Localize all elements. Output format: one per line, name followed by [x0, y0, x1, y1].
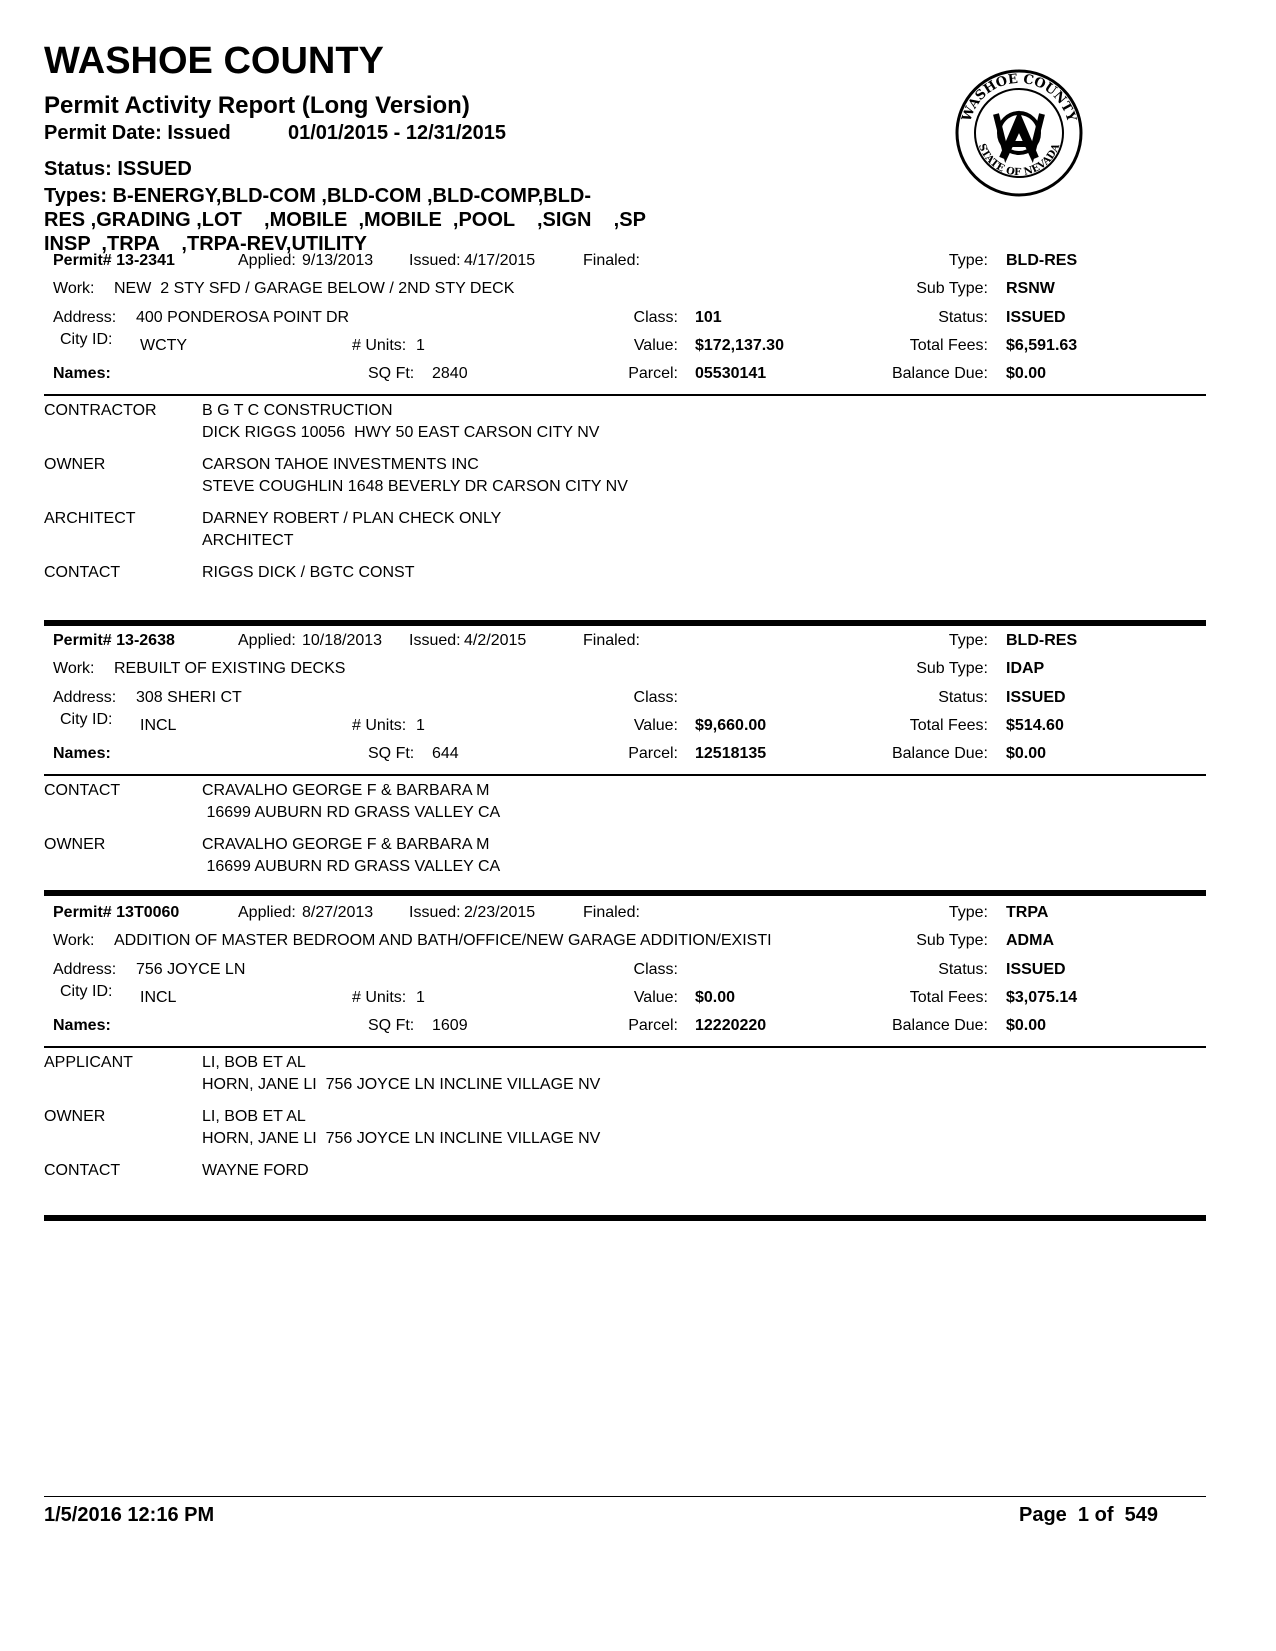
- county-seal-logo: [935, 48, 1085, 183]
- status-label: Status:: [938, 309, 988, 326]
- parcel-value: 12518135: [695, 745, 767, 762]
- party-address: HORN, JANE LI 756 JOYCE LN INCLINE VILLAGE NV: [202, 1130, 601, 1147]
- address-value: 756 JOYCE LN: [136, 961, 246, 978]
- finaled-label: Finaled:: [583, 632, 640, 649]
- city-id-label: City ID:: [60, 331, 113, 348]
- work-description: ADDITION OF MASTER BEDROOM AND BATH/OFFICE/NEW GARAGE ADDITION/EXISTI: [114, 932, 772, 949]
- value-amount: $9,660.00: [695, 717, 767, 734]
- report-title: WASHOE COUNTY: [44, 40, 384, 82]
- permit-number: Permit# 13-2638: [53, 632, 175, 649]
- type-value: TRPA: [1006, 904, 1049, 921]
- permit-separator: [44, 1215, 1206, 1221]
- status-filter: Status: ISSUED: [44, 158, 192, 180]
- issued-label: Issued:: [409, 904, 461, 921]
- sqft-label: SQ Ft:: [368, 365, 415, 382]
- balance-due-value: $0.00: [1006, 745, 1047, 762]
- address-label: Address:: [53, 961, 117, 978]
- party-address: HORN, JANE LI 756 JOYCE LN INCLINE VILLAGE NV: [202, 1076, 601, 1093]
- sqft-label: SQ Ft:: [368, 1017, 415, 1034]
- value-amount: $0.00: [695, 989, 736, 1006]
- permit-header-divider: [44, 1046, 1206, 1048]
- party-role: OWNER: [44, 1108, 106, 1125]
- city-id-value: INCL: [140, 717, 177, 734]
- party-name: B G T C CONSTRUCTION: [202, 402, 393, 419]
- names-label: Names:: [53, 745, 111, 762]
- address-value: 308 SHERI CT: [136, 689, 242, 706]
- units-label: # Units:: [352, 989, 407, 1006]
- party-address: STEVE COUGHLIN 1648 BEVERLY DR CARSON CITY NV: [202, 478, 628, 495]
- party-name: CARSON TAHOE INVESTMENTS INC: [202, 456, 479, 473]
- permit-date-label: Permit Date: Issued: [44, 122, 231, 144]
- balance-due-label: Balance Due:: [891, 365, 988, 382]
- status-label: Status:: [938, 689, 988, 706]
- parcel-label: Parcel:: [628, 1017, 678, 1034]
- party-role: CONTACT: [44, 564, 121, 581]
- party-role: CONTACT: [44, 782, 121, 799]
- total-fees-value: $6,591.63: [1006, 337, 1078, 354]
- value-label: Value:: [633, 989, 678, 1006]
- balance-due-label: Balance Due:: [891, 745, 988, 762]
- status-value: ISSUED: [1006, 309, 1066, 326]
- parcel-value: 05530141: [695, 365, 767, 382]
- balance-due-label: Balance Due:: [891, 1017, 988, 1034]
- issued-date: 4/17/2015: [464, 252, 536, 269]
- sqft-label: SQ Ft:: [368, 745, 415, 762]
- party-address: DICK RIGGS 10056 HWY 50 EAST CARSON CITY NV: [202, 424, 600, 441]
- issued-label: Issued:: [409, 252, 461, 269]
- permit-number: Permit# 13T0060: [53, 904, 180, 921]
- party-name: WAYNE FORD: [202, 1162, 309, 1179]
- report-subtitle: Permit Activity Report (Long Version): [44, 92, 470, 119]
- party-role: OWNER: [44, 456, 106, 473]
- applied-date: 9/13/2013: [302, 252, 374, 269]
- permit-separator: [44, 890, 1206, 896]
- party-role: ARCHITECT: [44, 510, 136, 527]
- sub-type-label: Sub Type:: [916, 280, 988, 297]
- party-role: OWNER: [44, 836, 106, 853]
- sub-type-label: Sub Type:: [916, 932, 988, 949]
- applied-label: Applied:: [238, 632, 296, 649]
- status-label: Status:: [938, 961, 988, 978]
- applied-label: Applied:: [238, 904, 296, 921]
- status-value: ISSUED: [1006, 689, 1066, 706]
- city-id-label: City ID:: [60, 711, 113, 728]
- party-name: CRAVALHO GEORGE F & BARBARA M: [202, 836, 490, 853]
- value-label: Value:: [633, 717, 678, 734]
- type-label: Type:: [948, 252, 988, 269]
- party-name: LI, BOB ET AL: [202, 1054, 306, 1071]
- applied-label: Applied:: [238, 252, 296, 269]
- report-timestamp: 1/5/2016 12:16 PM: [44, 1504, 215, 1526]
- parcel-label: Parcel:: [628, 745, 678, 762]
- issued-label: Issued:: [409, 632, 461, 649]
- class-label: Class:: [633, 689, 678, 706]
- total-fees-label: Total Fees:: [909, 337, 988, 354]
- party-name: CRAVALHO GEORGE F & BARBARA M: [202, 782, 490, 799]
- party-address: ARCHITECT: [202, 532, 294, 549]
- class-label: Class:: [633, 961, 678, 978]
- address-label: Address:: [53, 689, 117, 706]
- sub-type-value: ADMA: [1006, 932, 1054, 949]
- class-value: 101: [695, 309, 722, 326]
- total-fees-value: $514.60: [1006, 717, 1064, 734]
- party-role: CONTACT: [44, 1162, 121, 1179]
- city-id-label: City ID:: [60, 983, 113, 1000]
- parcel-label: Parcel:: [628, 365, 678, 382]
- party-name: RIGGS DICK / BGTC CONST: [202, 564, 415, 581]
- status-value: ISSUED: [1006, 961, 1066, 978]
- city-id-value: INCL: [140, 989, 177, 1006]
- type-label: Type:: [948, 904, 988, 921]
- class-label: Class:: [633, 309, 678, 326]
- permit-header-divider: [44, 774, 1206, 776]
- svg-text:STATE OF NEVADA: [976, 142, 1062, 178]
- permit-number: Permit# 13-2341: [53, 252, 175, 269]
- value-amount: $172,137.30: [695, 337, 784, 354]
- sqft-value: 644: [432, 745, 459, 762]
- sub-type-label: Sub Type:: [916, 660, 988, 677]
- units-value: 1: [416, 717, 425, 734]
- footer-divider: [44, 1496, 1206, 1497]
- applied-date: 10/18/2013: [302, 632, 383, 649]
- date-range: 01/01/2015 - 12/31/2015: [288, 122, 506, 144]
- units-label: # Units:: [352, 717, 407, 734]
- seal-text-bottom: STATE OF NEVADA: [975, 142, 1063, 179]
- types-line-2: RES ,GRADING ,LOT ,MOBILE ,MOBILE ,POOL ,SIGN ,SP: [44, 209, 646, 231]
- value-label: Value:: [633, 337, 678, 354]
- work-description: REBUILT OF EXISTING DECKS: [114, 660, 346, 677]
- type-value: BLD-RES: [1006, 252, 1078, 269]
- address-value: 400 PONDEROSA POINT DR: [136, 309, 350, 326]
- work-description: NEW 2 STY SFD / GARAGE BELOW / 2ND STY DECK: [114, 280, 515, 297]
- applied-date: 8/27/2013: [302, 904, 374, 921]
- address-label: Address:: [53, 309, 117, 326]
- balance-due-value: $0.00: [1006, 365, 1047, 382]
- names-label: Names:: [53, 1017, 111, 1034]
- seal-text-top: WASHOE COUNTY: [959, 71, 1079, 124]
- page-number: Page 1 of 549: [1019, 1504, 1158, 1526]
- party-name: DARNEY ROBERT / PLAN CHECK ONLY: [202, 510, 502, 527]
- permit-header-divider: [44, 394, 1206, 396]
- type-value: BLD-RES: [1006, 632, 1078, 649]
- party-address: 16699 AUBURN RD GRASS VALLEY CA: [202, 858, 501, 875]
- sqft-value: 1609: [432, 1017, 468, 1034]
- parcel-value: 12220220: [695, 1017, 767, 1034]
- total-fees-label: Total Fees:: [909, 989, 988, 1006]
- sub-type-value: RSNW: [1006, 280, 1055, 297]
- party-role: CONTRACTOR: [44, 402, 157, 419]
- total-fees-value: $3,075.14: [1006, 989, 1078, 1006]
- work-label: Work:: [53, 280, 95, 297]
- city-id-value: WCTY: [140, 337, 188, 354]
- type-label: Type:: [948, 632, 988, 649]
- work-label: Work:: [53, 932, 95, 949]
- units-label: # Units:: [352, 337, 407, 354]
- total-fees-label: Total Fees:: [909, 717, 988, 734]
- permit-separator: [44, 620, 1206, 626]
- issued-date: 4/2/2015: [464, 632, 527, 649]
- names-label: Names:: [53, 365, 111, 382]
- party-address: 16699 AUBURN RD GRASS VALLEY CA: [202, 804, 501, 821]
- finaled-label: Finaled:: [583, 904, 640, 921]
- balance-due-value: $0.00: [1006, 1017, 1047, 1034]
- units-value: 1: [416, 337, 425, 354]
- types-line-1: Types: B-ENERGY,BLD-COM ,BLD-COM ,BLD-COMP,BLD-: [44, 185, 592, 207]
- work-label: Work:: [53, 660, 95, 677]
- types-line-3: INSP ,TRPA ,TRPA-REV,UTILITY: [44, 233, 367, 255]
- sqft-value: 2840: [432, 365, 468, 382]
- party-role: APPLICANT: [44, 1054, 133, 1071]
- issued-date: 2/23/2015: [464, 904, 536, 921]
- sub-type-value: IDAP: [1006, 660, 1045, 677]
- finaled-label: Finaled:: [583, 252, 640, 269]
- party-name: LI, BOB ET AL: [202, 1108, 306, 1125]
- units-value: 1: [416, 989, 425, 1006]
